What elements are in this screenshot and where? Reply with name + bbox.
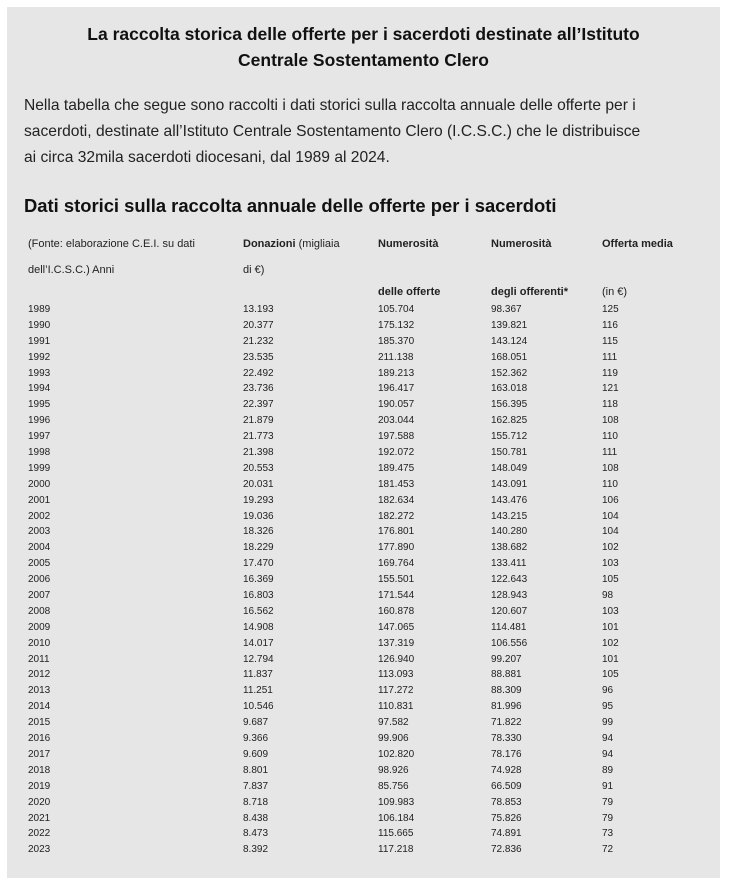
article-title bbox=[7, 21, 720, 73]
header-donors-count bbox=[491, 237, 552, 251]
average-offer-cell: 116 bbox=[602, 319, 618, 331]
offers-count-cell: 185.370 bbox=[378, 335, 415, 347]
average-offer-cell: 115 bbox=[602, 335, 618, 347]
table-row bbox=[7, 683, 720, 699]
donations-cell: 8.801 bbox=[243, 764, 269, 776]
table-row bbox=[7, 779, 720, 795]
donors-count-cell: 139.821 bbox=[491, 319, 528, 331]
year-cell: 2003 bbox=[28, 526, 51, 538]
offers-count-cell: 182.634 bbox=[378, 494, 415, 506]
donors-count-cell: 156.395 bbox=[491, 399, 528, 411]
table-row bbox=[7, 842, 720, 858]
table-row bbox=[7, 461, 720, 477]
table-row bbox=[7, 747, 720, 763]
average-offer-cell: 98 bbox=[602, 590, 614, 602]
year-cell: 1997 bbox=[28, 431, 51, 443]
offers-count-cell: 175.132 bbox=[378, 319, 415, 331]
table-row bbox=[7, 604, 720, 620]
year-cell: 2008 bbox=[28, 605, 51, 617]
table-row bbox=[7, 350, 720, 366]
average-offer-cell: 89 bbox=[602, 764, 614, 776]
average-offer-cell: 94 bbox=[602, 748, 614, 760]
table-row bbox=[7, 493, 720, 509]
title-line-1: La raccolta storica delle offerte per i sacerdoti destinate all’Istituto bbox=[87, 24, 640, 44]
table-row bbox=[7, 620, 720, 636]
offers-count-cell: 126.940 bbox=[378, 653, 415, 665]
average-offer-cell: 105 bbox=[602, 669, 619, 681]
year-cell: 2019 bbox=[28, 780, 51, 792]
average-offer-cell: 105 bbox=[602, 574, 619, 586]
year-cell: 1990 bbox=[28, 319, 51, 331]
offers-count-cell: 203.044 bbox=[378, 415, 415, 427]
year-cell: 2004 bbox=[28, 542, 51, 554]
year-cell: 1996 bbox=[28, 415, 51, 427]
year-cell: 2023 bbox=[28, 844, 51, 856]
table-row bbox=[7, 445, 720, 461]
average-offer-cell: 96 bbox=[602, 685, 614, 697]
donors-count-cell: 128.943 bbox=[491, 590, 528, 602]
table-row bbox=[7, 715, 720, 731]
offers-count-cell: 102.820 bbox=[378, 748, 415, 760]
table-row bbox=[7, 397, 720, 413]
average-offer-cell: 110 bbox=[602, 431, 618, 443]
donors-count-cell: 155.712 bbox=[491, 431, 528, 443]
donations-cell: 23.535 bbox=[243, 351, 274, 363]
year-cell: 1989 bbox=[28, 304, 51, 315]
offers-count-cell: 105.704 bbox=[378, 304, 415, 315]
intro-paragraph bbox=[24, 93, 710, 171]
table-row bbox=[7, 826, 720, 842]
header-offers-count-line-1: Numerosità bbox=[378, 238, 439, 250]
donations-cell: 20.553 bbox=[243, 462, 274, 474]
year-cell: 1994 bbox=[28, 383, 51, 395]
donors-count-cell: 114.481 bbox=[491, 621, 527, 633]
table-row bbox=[7, 429, 720, 445]
header-donations-line-2: di €) bbox=[243, 264, 265, 276]
offers-count-cell: 109.983 bbox=[378, 796, 415, 808]
year-cell: 2015 bbox=[28, 717, 51, 729]
donors-count-cell: 78.176 bbox=[491, 748, 522, 760]
donations-cell: 12.794 bbox=[243, 653, 274, 665]
year-cell: 1992 bbox=[28, 351, 51, 363]
donations-cell: 9.366 bbox=[243, 733, 269, 745]
table-row bbox=[7, 652, 720, 668]
year-cell: 1993 bbox=[28, 367, 51, 379]
header-source-line-1: (Fonte: elaborazione C.E.I. su dati bbox=[28, 238, 195, 250]
average-offer-cell: 72 bbox=[602, 844, 614, 856]
average-offer-cell: 73 bbox=[602, 828, 614, 840]
year-cell: 1991 bbox=[28, 335, 51, 347]
year-cell: 2006 bbox=[28, 574, 51, 586]
donations-cell: 8.718 bbox=[243, 796, 269, 808]
donors-count-cell: 106.556 bbox=[491, 637, 528, 649]
year-cell: 1998 bbox=[28, 447, 51, 459]
table-row bbox=[7, 667, 720, 683]
donors-count-cell: 143.124 bbox=[491, 335, 528, 347]
header-average-offer-unit: (in €) bbox=[602, 286, 628, 298]
donations-cell: 21.398 bbox=[243, 447, 274, 459]
year-cell: 2021 bbox=[28, 812, 51, 824]
average-offer-cell: 79 bbox=[602, 812, 614, 824]
table-row bbox=[7, 556, 720, 572]
offers-count-cell: 189.475 bbox=[378, 462, 415, 474]
offers-count-cell: 171.544 bbox=[378, 590, 415, 602]
table-row bbox=[7, 699, 720, 715]
donors-count-cell: 168.051 bbox=[491, 351, 528, 363]
donors-count-cell: 66.509 bbox=[491, 780, 522, 792]
offers-count-cell: 110.831 bbox=[378, 701, 414, 713]
table-row bbox=[7, 509, 720, 525]
table-row bbox=[7, 477, 720, 493]
year-cell: 2017 bbox=[28, 748, 51, 760]
average-offer-cell: 111 bbox=[602, 351, 618, 363]
average-offer-cell: 104 bbox=[602, 526, 619, 538]
average-offer-cell: 106 bbox=[602, 494, 619, 506]
donations-cell: 8.438 bbox=[243, 812, 269, 824]
offers-count-cell: 177.890 bbox=[378, 542, 415, 554]
year-cell: 2013 bbox=[28, 685, 51, 697]
donations-cell: 9.609 bbox=[243, 748, 269, 760]
donors-count-cell: 88.309 bbox=[491, 685, 522, 697]
donors-count-cell: 162.825 bbox=[491, 415, 528, 427]
donors-count-cell: 163.018 bbox=[491, 383, 528, 395]
table-subtitle: Dati storici sulla raccolta annuale delle offerte per i sacerdoti bbox=[24, 195, 557, 216]
donations-cell: 11.837 bbox=[243, 669, 273, 681]
year-cell: 2011 bbox=[28, 653, 50, 665]
year-cell: 2020 bbox=[28, 796, 51, 808]
title-line-2: Centrale Sostentamento Clero bbox=[238, 50, 489, 70]
offers-count-cell: 98.926 bbox=[378, 764, 409, 776]
average-offer-cell: 108 bbox=[602, 462, 619, 474]
donations-cell: 21.232 bbox=[243, 335, 274, 347]
donations-cell: 16.369 bbox=[243, 574, 274, 586]
article-card bbox=[7, 7, 720, 878]
table-row bbox=[7, 524, 720, 540]
table-row bbox=[7, 795, 720, 811]
average-offer-cell: 102 bbox=[602, 542, 619, 554]
average-offer-cell: 118 bbox=[602, 399, 618, 411]
donations-cell: 23.736 bbox=[243, 383, 274, 395]
average-offer-cell: 101 bbox=[602, 653, 619, 665]
donations-cell: 20.377 bbox=[243, 319, 274, 331]
offers-count-cell: 99.906 bbox=[378, 733, 409, 745]
header-source-line-2: dell’I.C.S.C.) Anni bbox=[28, 264, 115, 276]
donations-cell: 8.473 bbox=[243, 828, 269, 840]
offers-count-cell: 97.582 bbox=[378, 717, 409, 729]
average-offer-cell: 125 bbox=[602, 304, 619, 315]
header-donations-bold: Donazioni bbox=[243, 238, 296, 250]
year-cell: 2005 bbox=[28, 558, 51, 570]
donors-count-cell: 143.091 bbox=[491, 478, 528, 490]
offers-count-cell: 85.756 bbox=[378, 780, 409, 792]
offers-count-cell: 106.184 bbox=[378, 812, 415, 824]
intro-line-3: ai circa 32mila sacerdoti diocesani, dal 1989 al 2024. bbox=[24, 149, 390, 166]
donors-count-cell: 122.643 bbox=[491, 574, 528, 586]
table-row bbox=[7, 811, 720, 827]
donors-count-cell: 150.781 bbox=[491, 447, 528, 459]
donors-count-cell: 98.367 bbox=[491, 304, 522, 315]
average-offer-cell: 108 bbox=[602, 415, 619, 427]
header-donations-unit: (migliaia bbox=[295, 238, 340, 250]
year-cell: 2002 bbox=[28, 510, 51, 522]
offers-count-cell: 196.417 bbox=[378, 383, 415, 395]
offers-count-cell: 147.065 bbox=[378, 621, 415, 633]
donors-count-cell: 152.362 bbox=[491, 367, 528, 379]
offers-count-cell: 113.093 bbox=[378, 669, 414, 681]
offers-count-cell: 115.665 bbox=[378, 828, 414, 840]
header-offers-count-line-2: delle offerte bbox=[378, 286, 441, 298]
offers-count-cell: 211.138 bbox=[378, 351, 414, 363]
average-offer-cell: 119 bbox=[602, 367, 618, 379]
year-cell: 2018 bbox=[28, 764, 51, 776]
donations-cell: 19.293 bbox=[243, 494, 274, 506]
header-donors-count-sub bbox=[491, 285, 568, 299]
table-row bbox=[7, 572, 720, 588]
offers-count-cell: 192.072 bbox=[378, 447, 415, 459]
average-offer-cell: 103 bbox=[602, 558, 619, 570]
data-table-body bbox=[7, 302, 720, 858]
year-cell: 2000 bbox=[28, 478, 51, 490]
intro-line-2: sacerdoti, destinate all’Istituto Centrale Sostentamento Clero (I.C.S.C.) che le distribuisce bbox=[24, 123, 641, 140]
table-row bbox=[7, 381, 720, 397]
average-offer-cell: 111 bbox=[602, 447, 618, 459]
donations-cell: 11.251 bbox=[243, 685, 273, 697]
donors-count-cell: 78.330 bbox=[491, 733, 522, 745]
donors-count-cell: 140.280 bbox=[491, 526, 528, 538]
intro-line-1: Nella tabella che segue sono raccolti i dati storici sulla raccolta annuale delle offerte per i bbox=[24, 97, 636, 114]
table-row bbox=[7, 636, 720, 652]
average-offer-cell: 101 bbox=[602, 621, 619, 633]
year-cell: 1999 bbox=[28, 462, 51, 474]
average-offer-cell: 91 bbox=[602, 780, 614, 792]
donors-count-cell: 148.049 bbox=[491, 462, 528, 474]
year-cell: 1995 bbox=[28, 399, 51, 411]
donations-cell: 21.879 bbox=[243, 415, 274, 427]
average-offer-cell: 99 bbox=[602, 717, 614, 729]
header-offers-count-sub bbox=[378, 285, 440, 299]
donors-count-cell: 88.881 bbox=[491, 669, 522, 681]
table-row bbox=[7, 731, 720, 747]
offers-count-cell: 176.801 bbox=[378, 526, 415, 538]
average-offer-cell: 121 bbox=[602, 383, 619, 395]
donations-cell: 8.392 bbox=[243, 844, 269, 856]
offers-count-cell: 155.501 bbox=[378, 574, 415, 586]
donors-count-cell: 138.682 bbox=[491, 542, 528, 554]
table-row bbox=[7, 540, 720, 556]
year-cell: 2016 bbox=[28, 733, 51, 745]
table-row bbox=[7, 366, 720, 382]
offers-count-cell: 117.218 bbox=[378, 844, 414, 856]
average-offer-cell: 79 bbox=[602, 796, 614, 808]
donations-cell: 9.687 bbox=[243, 717, 269, 729]
average-offer-cell: 94 bbox=[602, 733, 614, 745]
average-offer-cell: 95 bbox=[602, 701, 614, 713]
offers-count-cell: 190.057 bbox=[378, 399, 415, 411]
table-row bbox=[7, 413, 720, 429]
average-offer-cell: 103 bbox=[602, 605, 619, 617]
donations-cell: 19.036 bbox=[243, 510, 274, 522]
donations-cell: 14.017 bbox=[243, 637, 274, 649]
donors-count-cell: 133.411 bbox=[491, 558, 527, 570]
donors-count-cell: 120.607 bbox=[491, 605, 528, 617]
donations-cell: 16.562 bbox=[243, 605, 274, 617]
donations-cell: 20.031 bbox=[243, 478, 274, 490]
donations-cell: 10.546 bbox=[243, 701, 274, 713]
header-donors-count-line-2: degli offerenti* bbox=[491, 286, 569, 298]
year-cell: 2014 bbox=[28, 701, 51, 713]
donors-count-cell: 75.826 bbox=[491, 812, 522, 824]
offers-count-cell: 160.878 bbox=[378, 605, 415, 617]
donations-cell: 22.397 bbox=[243, 399, 274, 411]
donors-count-cell: 74.891 bbox=[491, 828, 522, 840]
offers-count-cell: 182.272 bbox=[378, 510, 415, 522]
donors-count-cell: 99.207 bbox=[491, 653, 522, 665]
year-cell: 2007 bbox=[28, 590, 51, 602]
header-offers-count bbox=[378, 237, 439, 251]
header-average-offer-line-1: Offerta media bbox=[602, 238, 673, 250]
header-average-offer bbox=[602, 237, 673, 251]
average-offer-cell: 102 bbox=[602, 637, 619, 649]
year-cell: 2022 bbox=[28, 828, 51, 840]
table-row bbox=[7, 334, 720, 350]
offers-count-cell: 197.588 bbox=[378, 431, 415, 443]
offers-count-cell: 169.764 bbox=[378, 558, 415, 570]
header-donors-count-line-1: Numerosità bbox=[491, 238, 552, 250]
offers-count-cell: 189.213 bbox=[378, 367, 415, 379]
donations-cell: 7.837 bbox=[243, 780, 269, 792]
donors-count-cell: 78.853 bbox=[491, 796, 522, 808]
average-offer-cell: 110 bbox=[602, 478, 618, 490]
offers-count-cell: 117.272 bbox=[378, 685, 414, 697]
year-cell: 2010 bbox=[28, 637, 51, 649]
offers-count-cell: 137.319 bbox=[378, 637, 415, 649]
donations-cell: 13.193 bbox=[243, 304, 274, 315]
donations-cell: 14.908 bbox=[243, 621, 274, 633]
table-row bbox=[7, 302, 720, 318]
average-offer-cell: 104 bbox=[602, 510, 619, 522]
donations-cell: 21.773 bbox=[243, 431, 274, 443]
offers-count-cell: 181.453 bbox=[378, 478, 415, 490]
donors-count-cell: 74.928 bbox=[491, 764, 522, 776]
donations-cell: 22.492 bbox=[243, 367, 274, 379]
donations-cell: 18.326 bbox=[243, 526, 274, 538]
table-row bbox=[7, 318, 720, 334]
table-row bbox=[7, 588, 720, 604]
donations-cell: 17.470 bbox=[243, 558, 274, 570]
year-cell: 2001 bbox=[28, 494, 51, 506]
header-donations bbox=[243, 237, 340, 251]
year-cell: 2009 bbox=[28, 621, 51, 633]
donations-cell: 18.229 bbox=[243, 542, 274, 554]
donors-count-cell: 143.215 bbox=[491, 510, 528, 522]
donors-count-cell: 143.476 bbox=[491, 494, 528, 506]
year-cell: 2012 bbox=[28, 669, 51, 681]
table-row bbox=[7, 763, 720, 779]
donors-count-cell: 81.996 bbox=[491, 701, 522, 713]
donors-count-cell: 71.822 bbox=[491, 717, 522, 729]
donors-count-cell: 72.836 bbox=[491, 844, 522, 856]
donations-cell: 16.803 bbox=[243, 590, 274, 602]
